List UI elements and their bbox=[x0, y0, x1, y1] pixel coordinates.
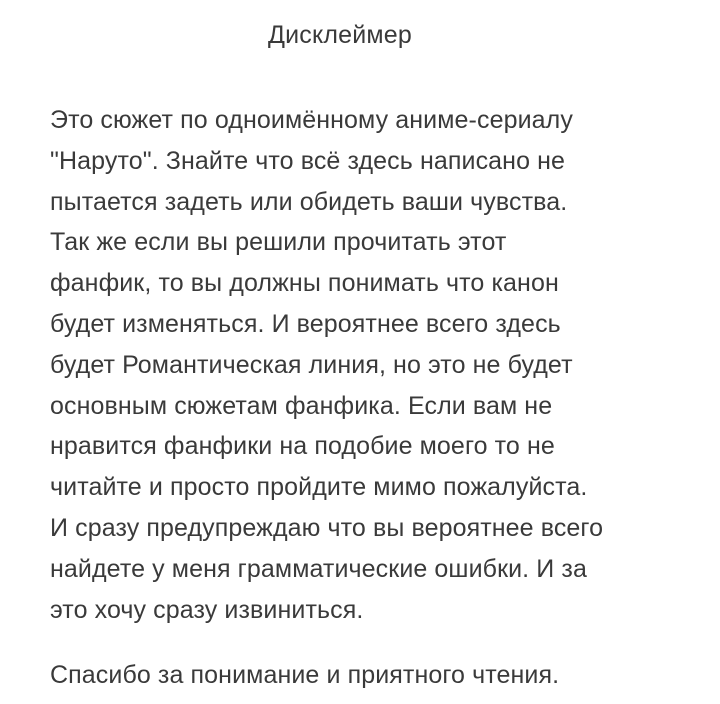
paragraph-line: Так же если вы решили прочитать этот bbox=[50, 228, 507, 257]
closing-line: Спасибо за понимание и приятного чтения. bbox=[50, 661, 560, 689]
paragraph-line: это хочу сразу извиниться. bbox=[50, 595, 364, 624]
paragraph-line: найдете у меня грамматические ошибки. И за bbox=[50, 554, 587, 583]
paragraph-line: основным сюжетам фанфика. Если вам не bbox=[50, 391, 553, 420]
disclaimer-paragraph bbox=[50, 100, 700, 630]
paragraph-line: читайте и просто пройдите мимо пожалуйста. bbox=[50, 473, 588, 502]
paragraph-line: пытается задеть или обидеть ваши чувства. bbox=[50, 187, 568, 216]
paragraph-line: "Наруто". Знайте что всё здесь написано не bbox=[50, 146, 566, 175]
document-title: Дисклеймер bbox=[267, 21, 413, 49]
paragraph-line: И сразу предупреждаю что вы вероятнее всего bbox=[50, 513, 604, 542]
paragraph-line: фанфик, то вы должны понимать что канон bbox=[50, 269, 559, 298]
paragraph-line: нравится фанфики на подобие моего то не bbox=[50, 432, 555, 461]
paragraph-line: Это сюжет по одноимённому аниме-сериалу bbox=[50, 106, 573, 134]
paragraph-line: будет Романтическая линия, но это не будет bbox=[50, 350, 573, 379]
paragraph-line: будет изменяться. И вероятнее всего здесь bbox=[50, 309, 561, 338]
